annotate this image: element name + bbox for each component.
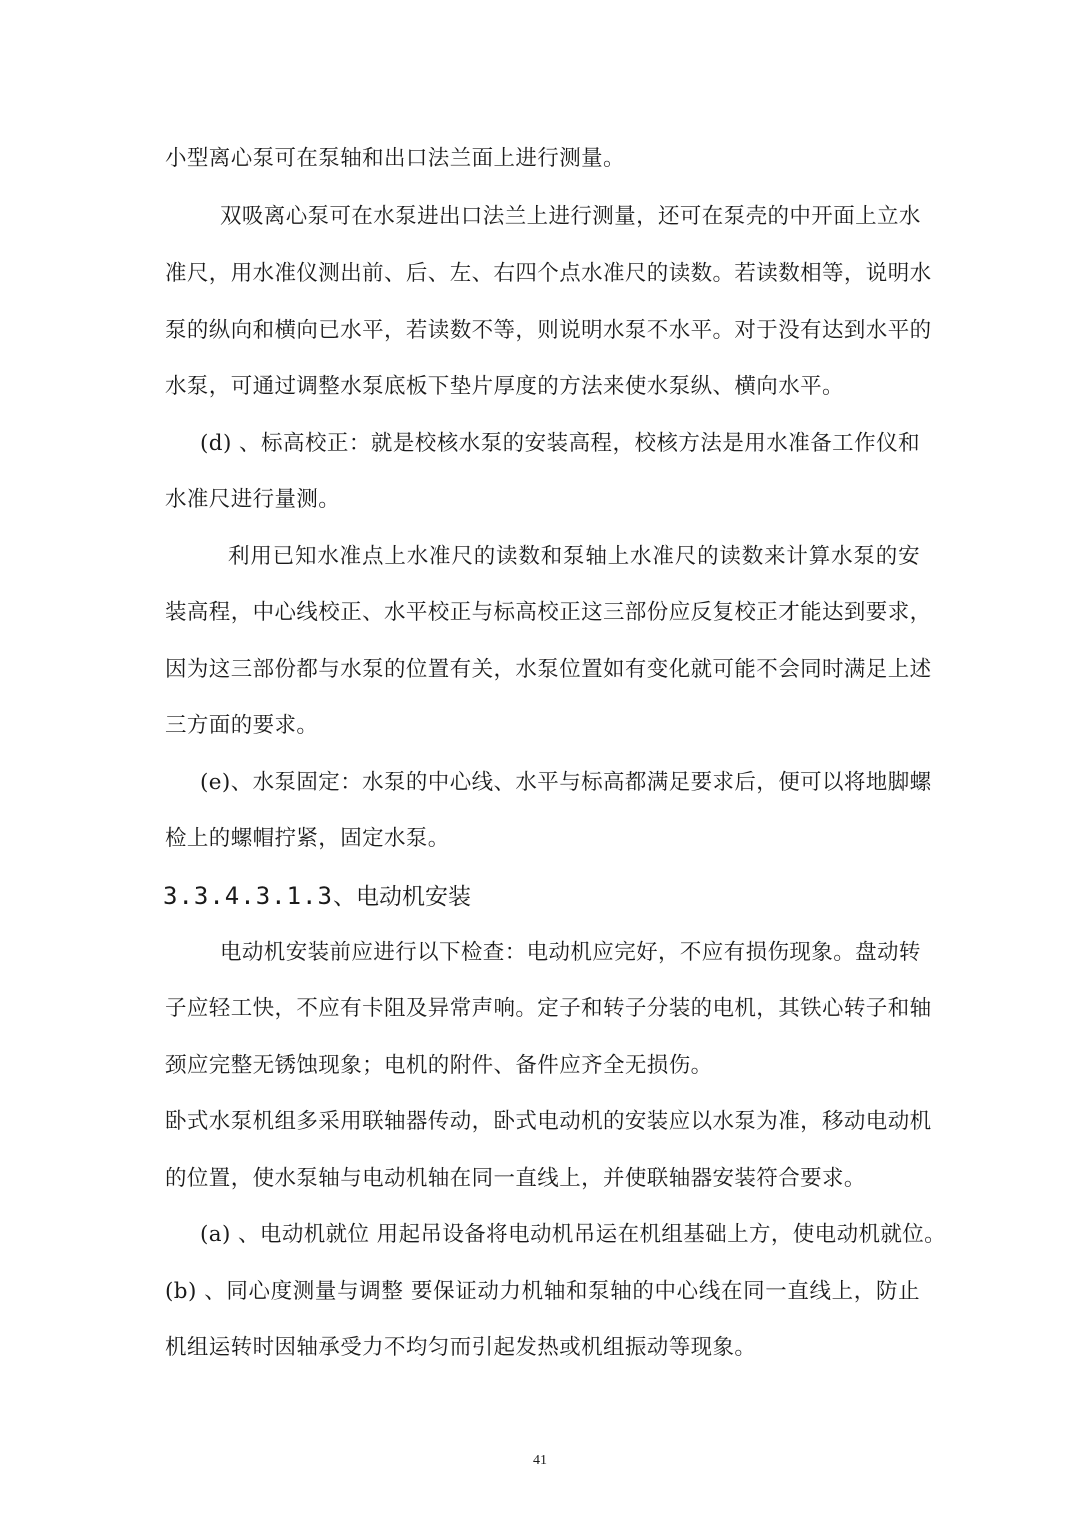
section-title: 、电动机安装 xyxy=(332,884,471,910)
text-line: 颈应完整无锈蚀现象；电机的附件、备件应齐全无损伤。 xyxy=(165,1053,713,1078)
text-line: 的位置，使水泵轴与电动机轴在同一直线上，并使联轴器安装符合要求。 xyxy=(165,1166,866,1191)
text-line: 小型离心泵可在泵轴和出口法兰面上进行测量。 xyxy=(165,146,625,171)
text-line: 水泵，可通过调整水泵底板下垫片厚度的方法来使水泵纵、横向水平。 xyxy=(165,374,844,399)
paragraph-first-line: 利用已知水准点上水准尺的读数和泵轴上水准尺的读数来计算水泵的安 xyxy=(228,544,920,569)
text-line: 泵的纵向和横向已水平，若读数不等，则说明水泵不水平。对于没有达到水平的 xyxy=(165,318,932,343)
list-item-d: (d) 、标高校正：就是校核水泵的安装高程，校核方法是用水准备工作仪和 xyxy=(200,431,920,456)
text-line: 检上的螺帽拧紧，固定水泵。 xyxy=(165,826,450,851)
text-line: 准尺，用水准仪测出前、后、左、右四个点水准尺的读数。若读数相等，说明水 xyxy=(165,261,932,286)
section-heading xyxy=(163,881,471,912)
page-number: 41 xyxy=(533,1453,547,1468)
list-item-a: (a) 、电动机就位 用起吊设备将电动机吊运在机组基础上方，使电动机就位。 xyxy=(200,1222,947,1247)
text-line: 子应轻工快，不应有卡阻及异常声响。定子和转子分装的电机，其铁心转子和轴 xyxy=(165,996,932,1021)
list-item-b: (b) 、同心度测量与调整 要保证动力机轴和泵轴的中心线在同一直线上，防止 xyxy=(165,1279,920,1304)
section-number: 3.3.4.3.1.3 xyxy=(163,882,333,910)
paragraph-first-line: 双吸离心泵可在水泵进出口法兰上进行测量，还可在泵壳的中开面上立水 xyxy=(220,204,921,229)
text-line: 装高程，中心线校正、水平校正与标高校正这三部份应反复校正才能达到要求， xyxy=(165,600,932,625)
text-line: 因为这三部份都与水泵的位置有关，水泵位置如有变化就可能不会同时满足上述 xyxy=(165,657,932,682)
text-line: 机组运转时因轴承受力不均匀而引起发热或机组振动等现象。 xyxy=(165,1335,757,1360)
text-line: 卧式水泵机组多采用联轴器传动，卧式电动机的安装应以水泵为准，移动电动机 xyxy=(165,1109,932,1134)
text-line: 三方面的要求。 xyxy=(165,713,319,738)
list-item-e: (e)、水泵固定：水泵的中心线、水平与标高都满足要求后，便可以将地脚螺 xyxy=(200,770,932,795)
text-line: 水准尺进行量测。 xyxy=(165,487,341,512)
paragraph-first-line: 电动机安装前应进行以下检查：电动机应完好，不应有损伤现象。盘动转 xyxy=(220,940,921,965)
